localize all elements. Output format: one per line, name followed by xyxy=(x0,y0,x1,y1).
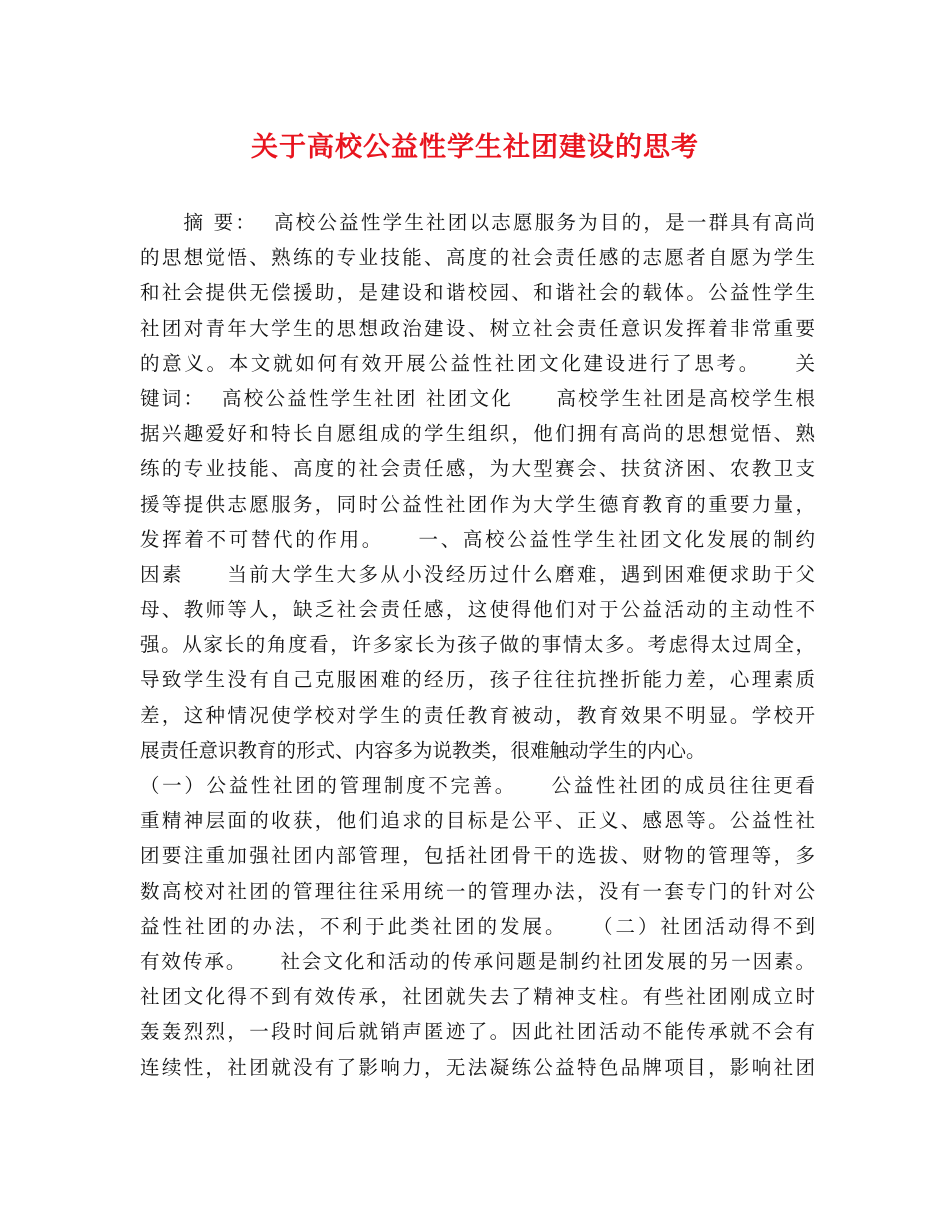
body-line: 益性社团的办法，不利于此类社团的发展。 （二）社团活动得不到 xyxy=(140,914,815,938)
body-line: 因素 当前大学生大多从小没经历过什么磨难，遇到困难便求助于父 xyxy=(140,562,815,586)
body-line: 社团文化得不到有效传承，社团就失去了精神支柱。有些社团刚成立时 xyxy=(140,985,815,1009)
body-line: 数高校对社团的管理往往采用统一的管理办法，没有一套专门的针对公 xyxy=(140,879,815,903)
document-title: 关于高校公益性学生社团建设的思考 xyxy=(251,132,699,163)
body-line: 团要注重加强社团内部管理，包括社团骨干的选拔、财物的管理等，多 xyxy=(140,844,815,868)
body-line: 练的专业技能、高度的社会责任感，为大型赛会、扶贫济困、农教卫支 xyxy=(140,457,815,481)
body-line: （一）公益性社团的管理制度不完善。 公益性社团的成员往往更看 xyxy=(140,774,815,797)
body-line: 和社会提供无偿援助，是建设和谐校园、和谐社会的载体。公益性学生 xyxy=(140,281,815,305)
body-line: 援等提供志愿服务，同时公益性社团作为大学生德育教育的重要力量， xyxy=(140,492,815,516)
body-line: 强。从家长的角度看，许多家长为孩子做的事情太多。考虑得太过周全， xyxy=(140,633,815,657)
body-line: 展责任意识教育的形式、内容多为说教类，很难触动学生的内心。 xyxy=(140,738,706,762)
body-line: 摘 要： 高校公益性学生社团以志愿服务为目的，是一群具有高尚 xyxy=(140,211,815,234)
body-line: 的意义。本文就如何有效开展公益性社团文化建设进行了思考。 关 xyxy=(140,351,815,375)
body-line: 母、教师等人，缺乏社会责任感，这使得他们对于公益活动的主动性不 xyxy=(140,598,815,622)
body-line: 据兴趣爱好和特长自愿组成的学生组织，他们拥有高尚的思想觉悟、熟 xyxy=(140,422,815,446)
body-line: 社团对青年大学生的思想政治建设、树立社会责任意识发挥着非常重要 xyxy=(140,316,815,340)
body-line: 连续性，社团就没有了影响力，无法凝练公益特色品牌项目，影响社团 xyxy=(140,1055,815,1079)
body-line: 的思想觉悟、熟练的专业技能、高度的社会责任感的志愿者自愿为学生 xyxy=(140,246,815,270)
document-body xyxy=(140,205,815,1085)
body-line: 重精神层面的收获，他们追求的目标是公平、正义、感恩等。公益性社 xyxy=(140,809,815,833)
body-line: 导致学生没有自己克服困难的经历，孩子往往抗挫折能力差，心理素质 xyxy=(140,668,815,692)
body-line: 发挥着不可替代的作用。 一、高校公益性学生社团文化发展的制约 xyxy=(140,527,815,551)
body-line: 轰轰烈烈，一段时间后就销声匿迹了。因此社团活动不能传承就不会有 xyxy=(140,1020,815,1044)
body-line: 键词： 高校公益性学生社团 社团文化 高校学生社团是高校学生根 xyxy=(140,386,815,410)
body-line: 有效传承。 社会文化和活动的传承问题是制约社团发展的另一因素。 xyxy=(140,949,815,973)
body-line: 差，这种情况使学校对学生的责任教育被动，教育效果不明显。学校开 xyxy=(140,703,815,727)
